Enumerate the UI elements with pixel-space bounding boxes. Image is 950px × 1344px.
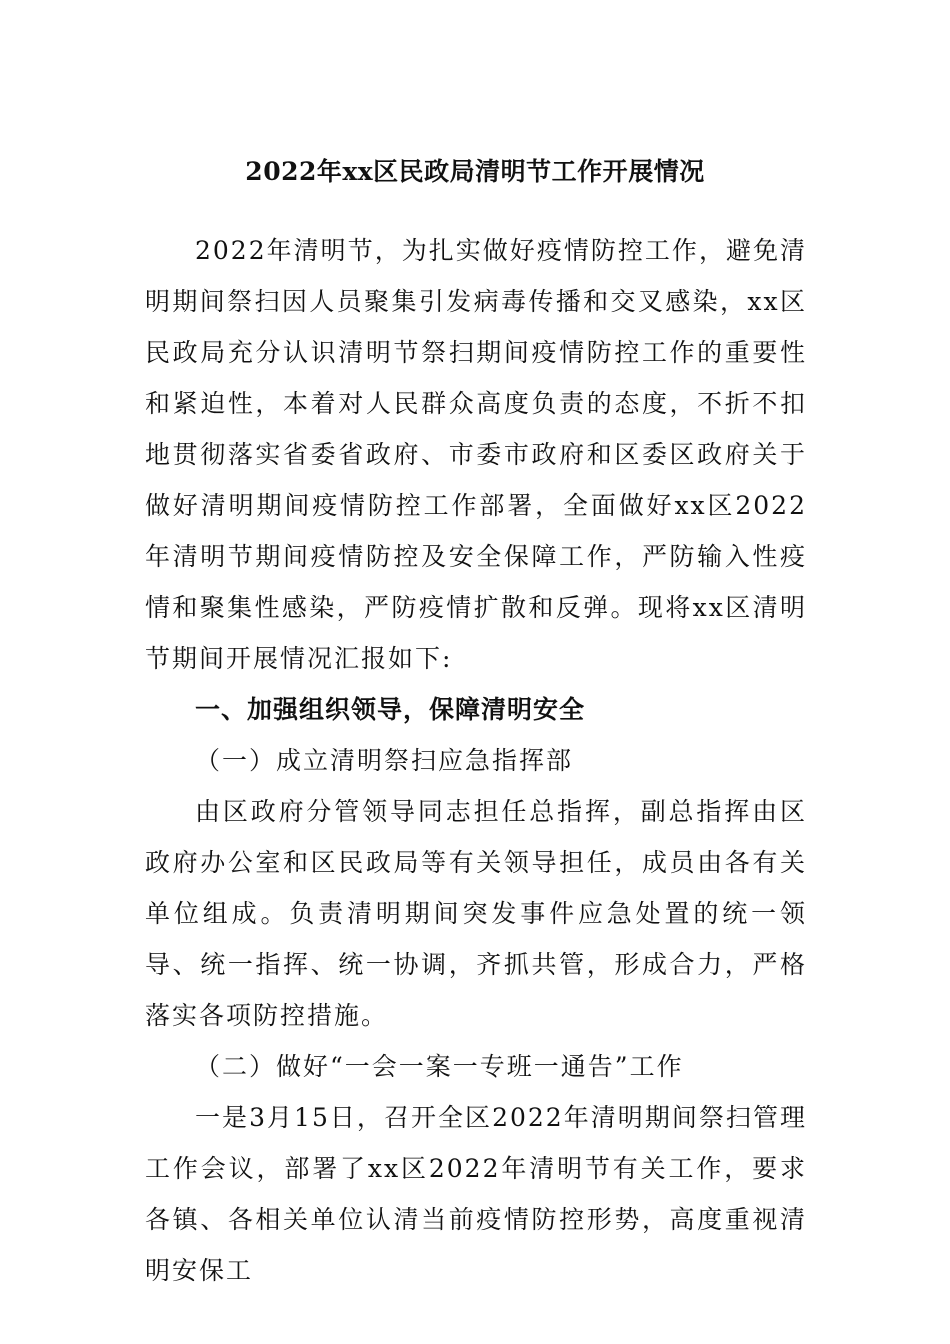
subsection-2-paragraph: 一是3月15日，召开全区2022年清明期间祭扫管理工作会议，部署了xx区2022年清明节有关工作，要求各镇、各相关单位认清当前疫情防控形势，高度重视清明安保工	[145, 1103, 807, 1285]
intro-paragraph: 2022年清明节，为扎实做好疫情防控工作，避免清明期间祭扫因人员聚集引发病毒传播和交叉感染，xx区民政局充分认识清明节祭扫期间疫情防控工作的重要性和紧迫性，本着对人民群众高度负责的态度，不折不扣地贯彻落实省委省政府、市委市政府和区委区政府关于做好清明期间疫情防控工作部署，全面做好xx区2022年清明节期间疫情防控及安全保障工作，严防输入性疫情和聚集性感染，严防疫情扩散和反弹。现将xx区清明节期间开展情况汇报如下:	[145, 236, 807, 673]
document-title: 2022年xx区民政局清明节工作开展情况	[245, 157, 705, 186]
subsection-1-paragraph: 由区政府分管领导同志担任总指挥，副总指挥由区政府办公室和区民政局等有关领导担任，成员由各有关单位组成。负责清明期间突发事件应急处置的统一领导、统一指挥、统一协调，齐抓共管，形成合力，严格落实各项防控措施。	[145, 797, 807, 1030]
document-body	[145, 225, 807, 1296]
subsection-heading-1: （一）成立清明祭扫应急指挥部	[195, 746, 574, 775]
subsection-heading-2: （二）做好“一会一案一专班一通告”工作	[195, 1052, 684, 1081]
section-heading-1: 一、加强组织领导，保障清明安全	[195, 695, 586, 724]
